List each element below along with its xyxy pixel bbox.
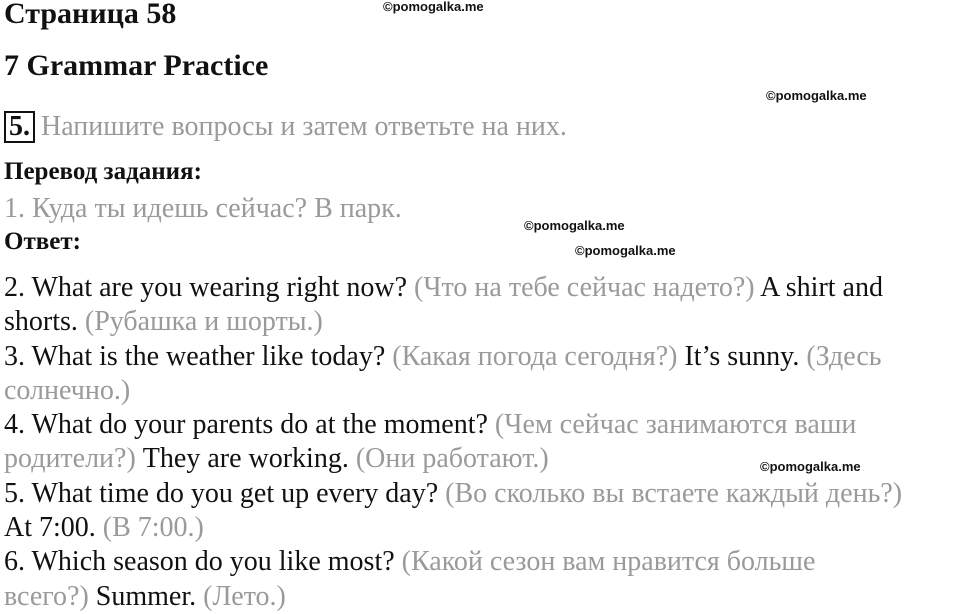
example-line: 1. Куда ты идешь сейчас? В парк. [4, 193, 402, 224]
watermark: ©pomogalka.me [524, 218, 625, 233]
watermark: ©pomogalka.me [766, 88, 867, 103]
russian-translation: (Чем сейчас занимаются ваши [494, 409, 857, 441]
russian-translation: (Они работают.) [355, 443, 549, 475]
watermark: ©pomogalka.me [383, 0, 484, 14]
english-text: A shirt and [760, 272, 883, 303]
task-instruction: Напишите вопросы и затем ответьте на них. [41, 111, 567, 142]
english-text: shorts. [4, 306, 85, 338]
english-text: 2. What are you wearing right now? [4, 272, 415, 303]
answer-line [4, 580, 956, 614]
russian-translation: (В 7:00.) [102, 512, 204, 544]
answer-heading: Ответ: [4, 228, 81, 255]
section-title: 7 Grammar Practice [4, 49, 269, 82]
russian-translation: (Какой сезон вам нравится больше [401, 546, 816, 578]
russian-translation: всего?) [4, 580, 96, 612]
russian-translation: (Что на тебе сейчас надето?) [414, 272, 761, 303]
answer-line [4, 271, 956, 305]
russian-translation: (Во сколько вы встаете каждый день?) [445, 477, 903, 509]
english-text: At 7:00. [4, 512, 103, 544]
answer-line [4, 305, 956, 339]
russian-translation: (Какая погода сегодня?) [392, 340, 685, 372]
watermark: ©pomogalka.me [760, 459, 861, 474]
translation-heading: Перевод задания: [4, 158, 202, 185]
russian-translation: (Здесь [806, 340, 882, 372]
english-text: 6. Which season do you like most? [4, 546, 402, 578]
russian-translation: (Лето.) [203, 580, 286, 612]
task-instruction-line [4, 110, 567, 144]
answer-line [4, 374, 956, 408]
english-text: They are working. [142, 443, 356, 475]
russian-translation: родители?) [4, 443, 143, 475]
english-text: 5. What time do you get up every day? [4, 477, 446, 509]
russian-translation: солнечно.) [4, 374, 131, 406]
english-text: Summer. [95, 580, 204, 612]
page-heading: Страница 58 [4, 0, 177, 30]
english-text: 4. What do your parents do at the moment? [4, 409, 495, 441]
answer-line [4, 477, 956, 511]
answer-line [4, 408, 956, 442]
answers-block [4, 271, 956, 614]
task-number-box: 5. [4, 111, 35, 143]
watermark: ©pomogalka.me [575, 243, 676, 258]
english-text: 3. What is the weather like today? [4, 340, 393, 372]
answer-line [4, 511, 956, 545]
answer-line [4, 545, 956, 579]
answer-line [4, 340, 956, 374]
russian-translation: (Рубашка и шорты.) [84, 306, 323, 338]
english-text: It’s sunny. [684, 340, 807, 372]
